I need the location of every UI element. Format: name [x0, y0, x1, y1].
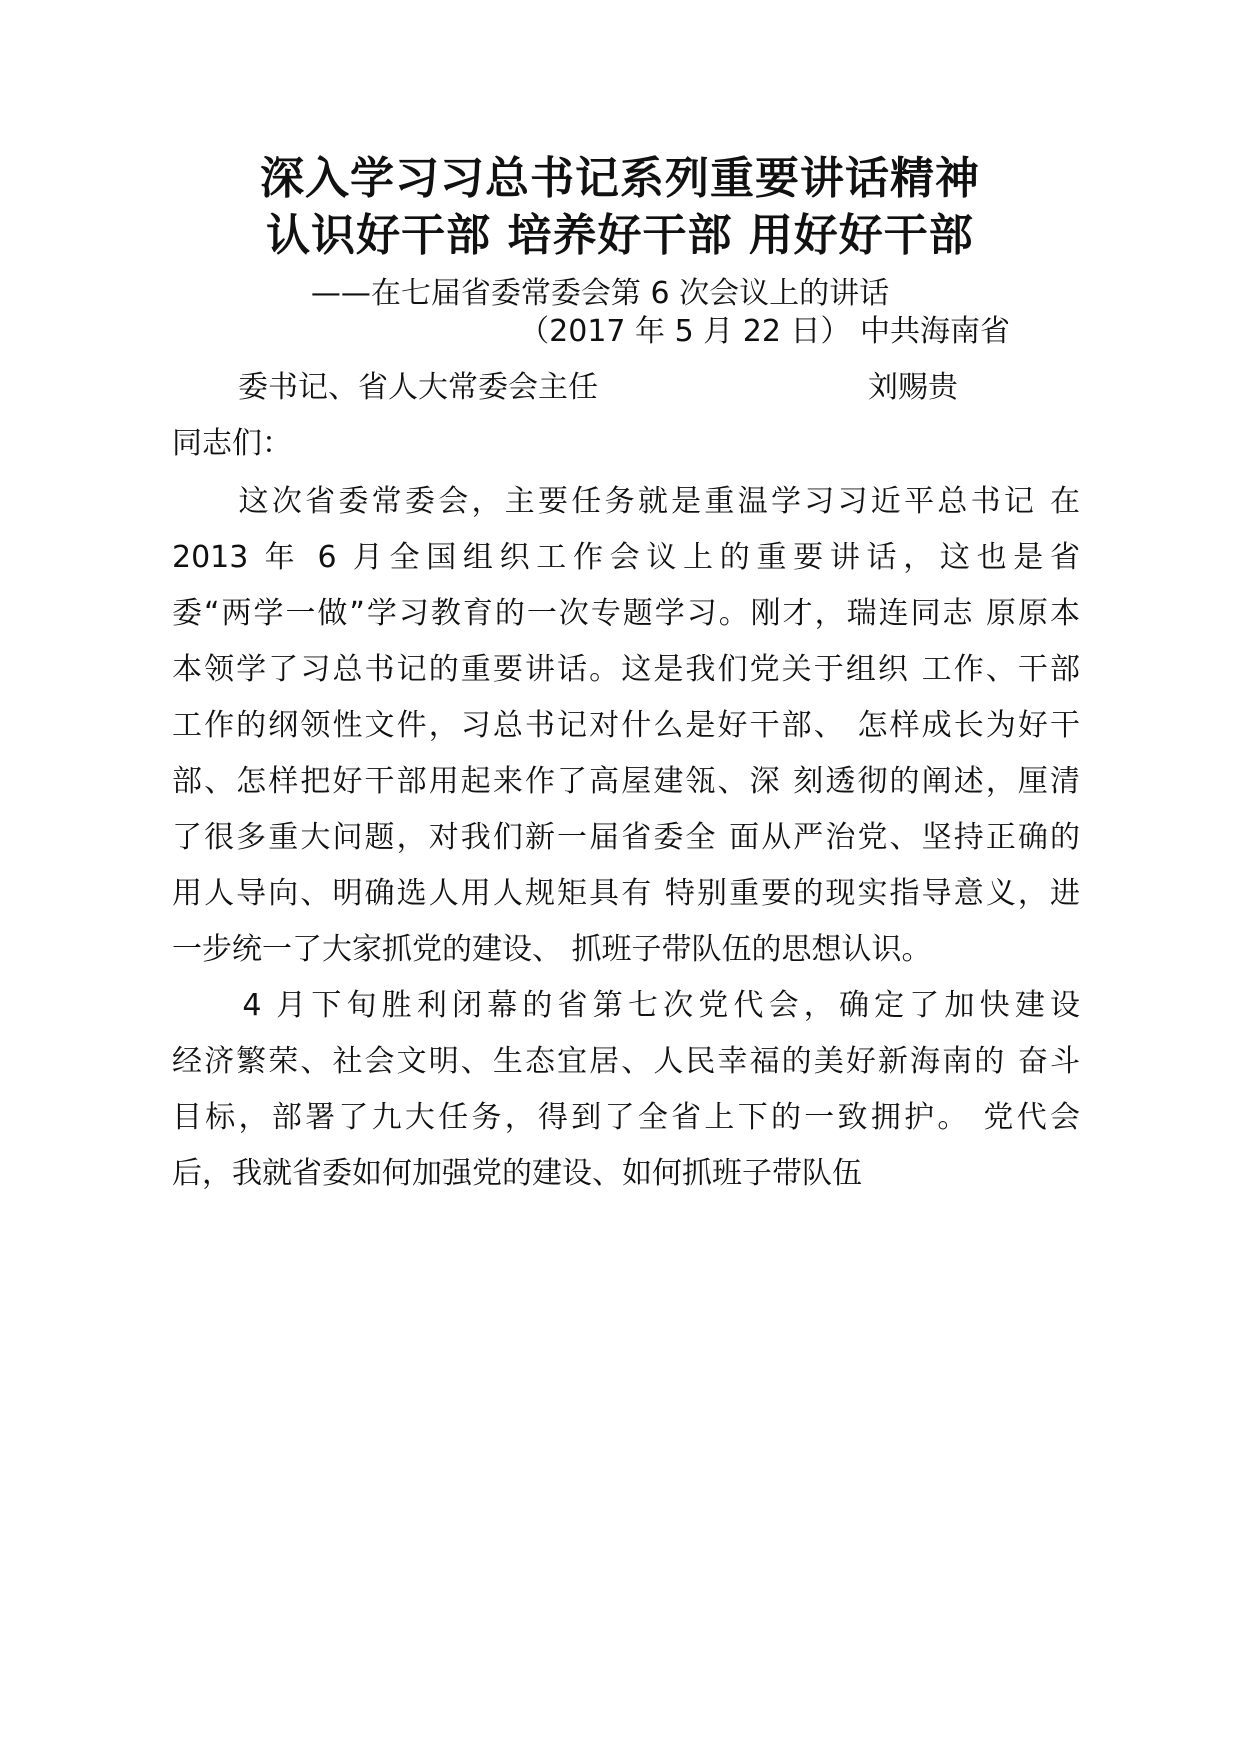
paragraph-line: 用人导向、明确选人用人规矩具有 特别重要的现实指导意义，进: [172, 876, 1080, 911]
paragraph-line: 经济繁荣、社会文明、生态宜居、人民幸福的美好新海南的 奋斗: [172, 1044, 1080, 1079]
paragraph-line: 本领学了习总书记的重要讲话。这是我们党关于组织 工作、干部: [172, 652, 1080, 687]
paragraph-line: 4 月下旬胜利闭幕的省第七次党代会，确定了加快建设: [172, 988, 1080, 1023]
author-affiliation: 委书记、省人大常委会主任: [238, 370, 598, 405]
title-line-1: 深入学习习总书记系列重要讲话精神: [260, 153, 980, 204]
subtitle: ——在七届省委常委会第 6 次会议上的讲话: [310, 276, 890, 311]
paragraph-line: 了很多重大问题，对我们新一届省委全 面从严治党、坚持正确的: [172, 820, 1080, 855]
paragraph-2: [172, 978, 1080, 1202]
paragraph-1: [172, 474, 1080, 978]
paragraph-line: 一步统一了大家抓党的建设、 抓班子带队伍的思想认识。: [172, 932, 932, 967]
title-line-2: 认识好干部 培养好干部 用好好干部: [266, 210, 974, 261]
paragraph-line: 这次省委常委会，主要任务就是重温学习习近平总书记 在: [172, 484, 1080, 519]
author-name: 刘赐贵: [868, 370, 958, 405]
paragraph-line: 部、怎样把好干部用起来作了高屋建瓴、深 刻透彻的阐述，厘清: [172, 764, 1080, 799]
paragraph-line: 工作的纲领性文件，习总书记对什么是好干部、 怎样成长为好干: [172, 708, 1080, 743]
paragraph-line: 后，我就省委如何加强党的建设、如何抓班子带队伍: [172, 1156, 862, 1191]
paragraph-line: 目标，部署了九大任务，得到了全省上下的一致拥护。 党代会: [172, 1100, 1080, 1135]
greeting: 同志们：: [172, 426, 292, 461]
dateline: （2017 年 5 月 22 日） 中共海南省: [519, 314, 1010, 349]
paragraph-line: 2013 年 6 月全国组织工作会议上的重要讲话，这也是省: [172, 540, 1080, 575]
paragraph-line: 委“两学一做”学习教育的一次专题学习。刚才，瑞连同志 原原本: [172, 596, 1080, 631]
